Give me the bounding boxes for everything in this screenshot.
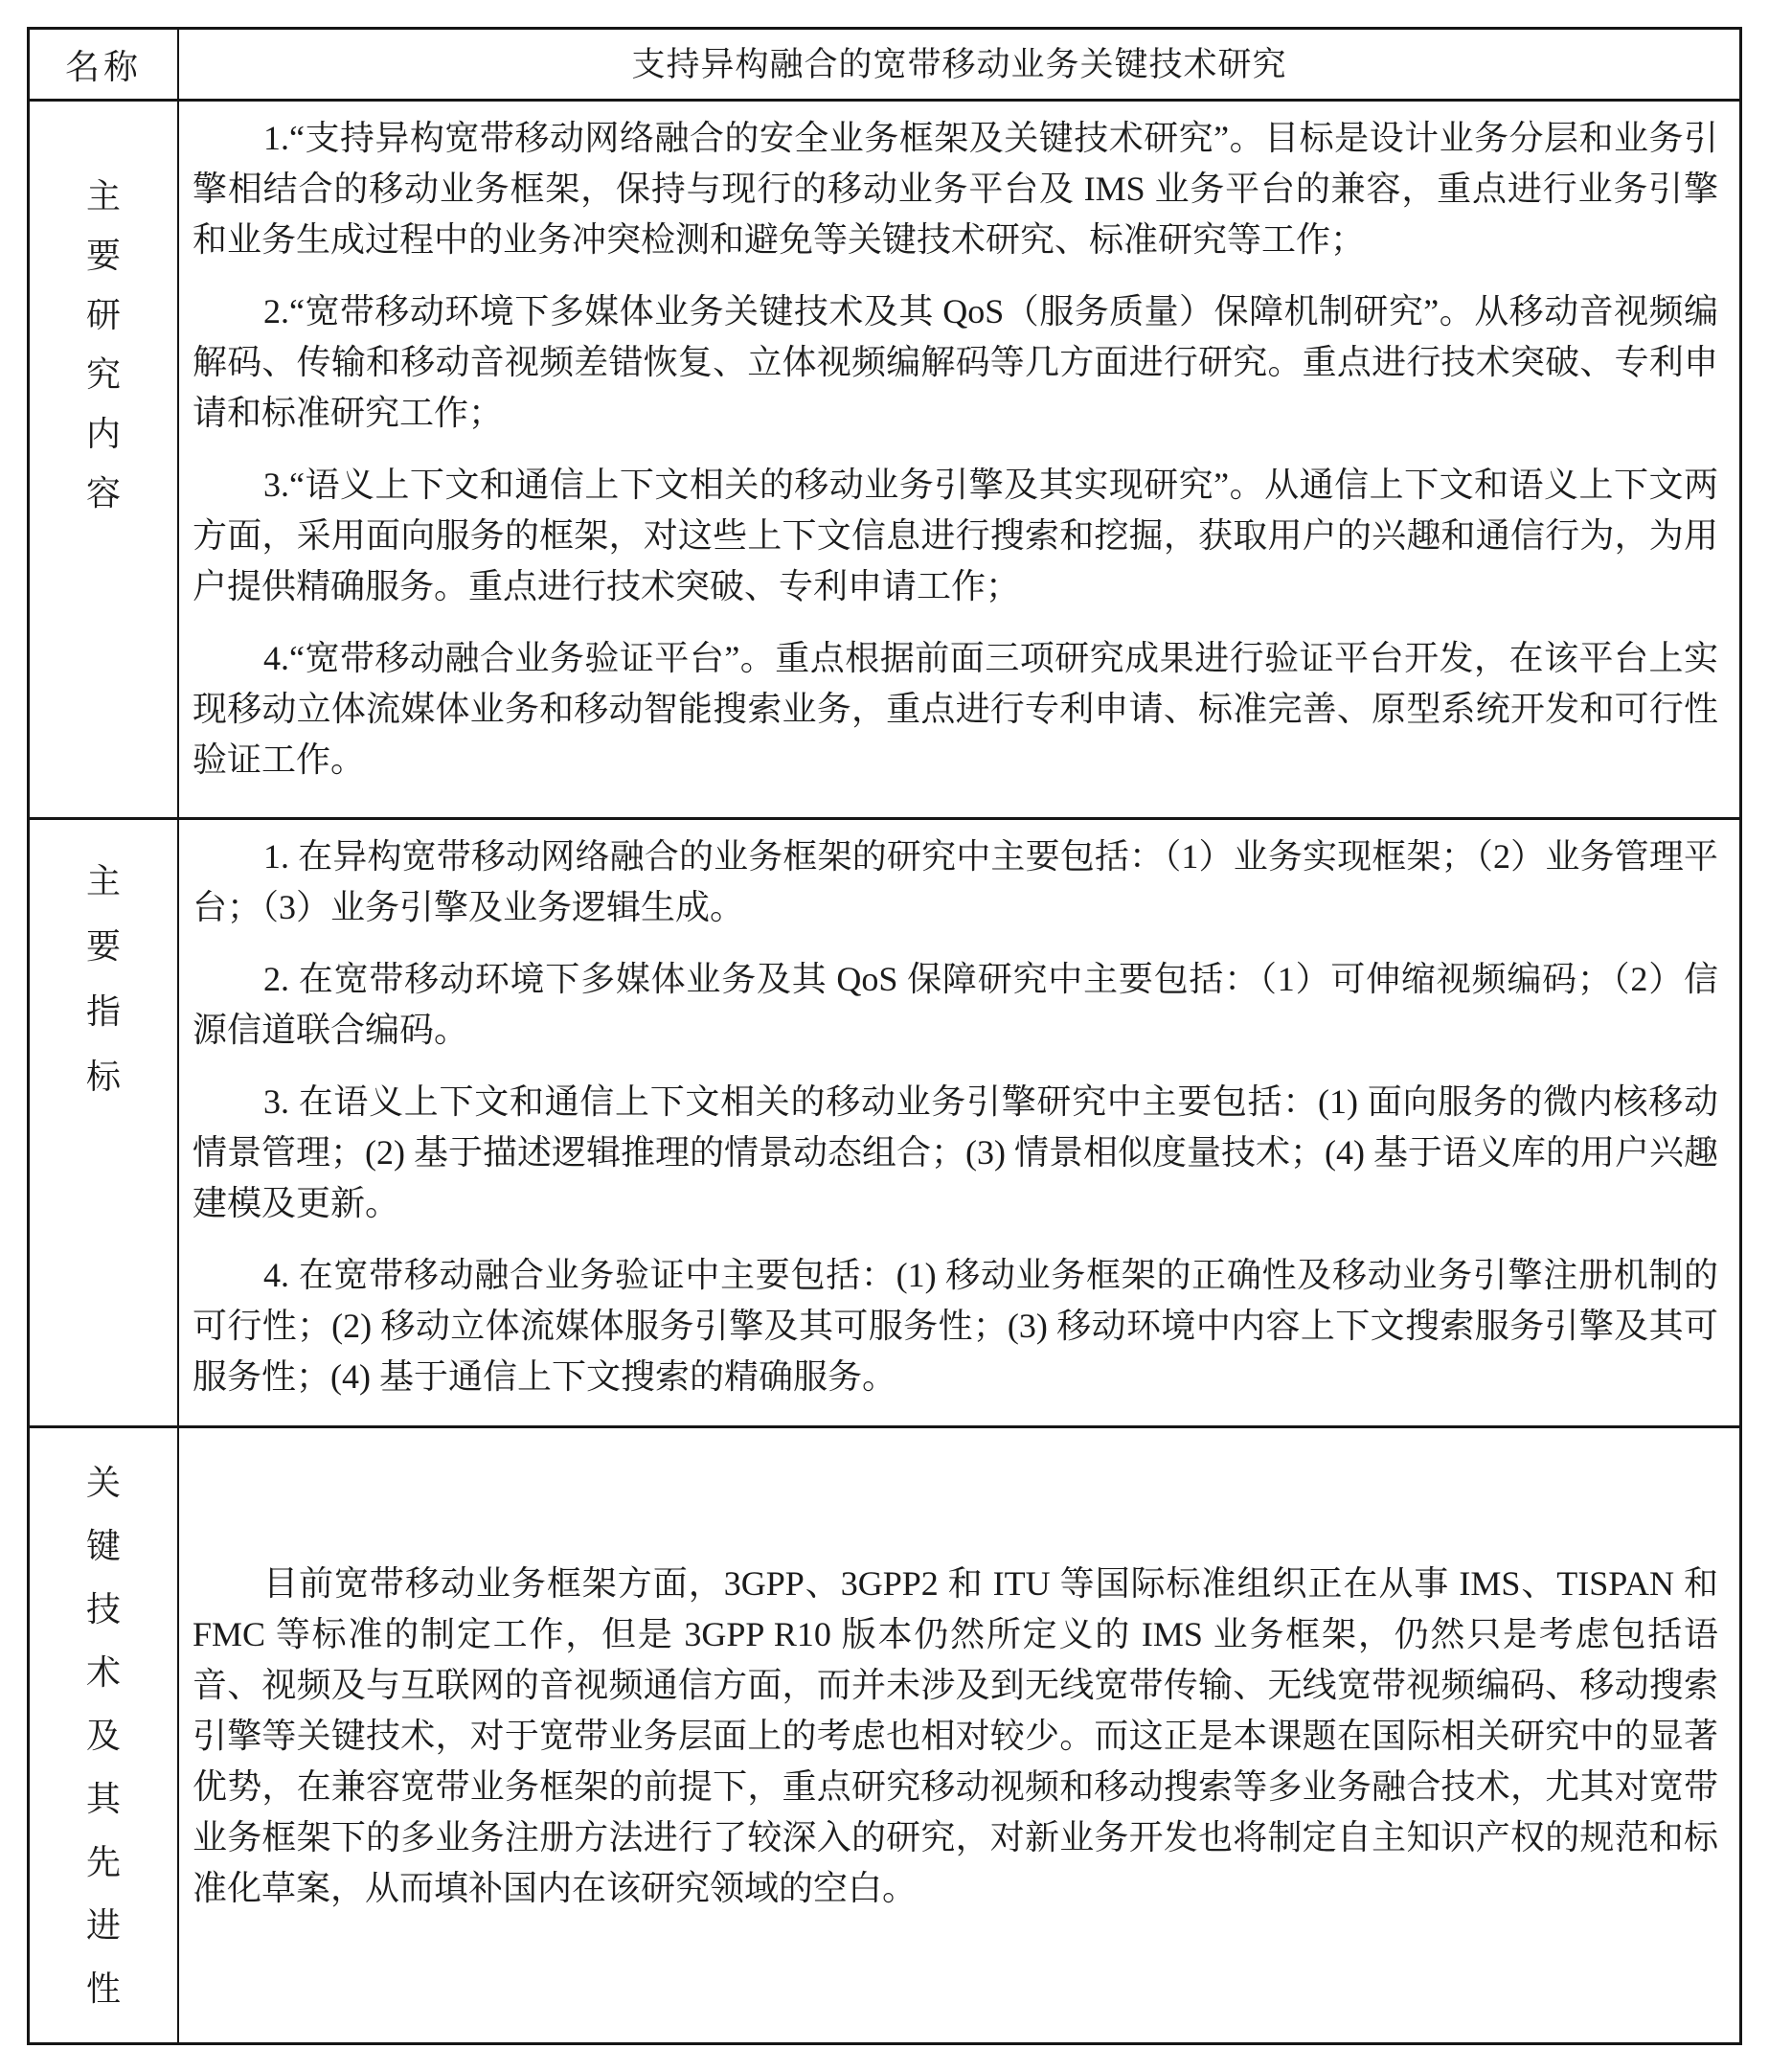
row-label-char: 指 [85,992,121,1031]
row-label-char: 关 [85,1463,121,1502]
paragraph: 3.“语义上下文和通信上下文相关的移动业务引擎及其实现研究”。从通信上下文和语义上下文两方面，采用面向服务的框架，对这些上下文信息进行搜索和挖掘，获取用户的兴趣和通信行为，为用户提供精确服务。重点进行技术突破、专利申请工作； [193,466,1718,605]
table-row-name [30,30,1739,99]
paragraph: 4. 在宽带移动融合业务验证中主要包括：(1) 移动业务框架的正确性及移动业务引擎注册机制的可行性；(2) 移动立体流媒体服务引擎及其可服务性；(3) 移动环境中内容上下文搜索服务引擎及其可服务性；(4) 基于通信上下文搜索的精确服务。 [193,1256,1718,1396]
paragraph: 1.“支持异构宽带移动网络融合的安全业务框架及关键技术研究”。目标是设计业务分层和业务引擎相结合的移动业务框架，保持与现行的移动业务平台及 IMS 业务平台的兼容，重点进行业务引擎和业务生成过程中的业务冲突检测和避免等关键技术研究、标准研究等工作； [193,119,1718,259]
project-info-table [27,27,1742,2045]
row-label-char: 内 [85,415,121,453]
row-label-char: 究 [85,355,121,394]
key-technology-cell [179,1428,1739,2042]
row-label-research-content [30,102,179,817]
paragraph: 4.“宽带移动融合业务验证平台”。重点根据前面三项研究成果进行验证平台开发，在该平台上实现移动立体流媒体业务和移动智能搜索业务，重点进行专利申请、标准完善、原型系统开发和可行性验证工作。 [193,639,1718,779]
row-label-char: 要 [85,237,121,275]
table-row-main-indicators [30,817,1739,1425]
research-content-cell [179,102,1739,817]
project-title: 支持异构融合的宽带移动业务关键技术研究 [631,45,1287,83]
row-label-char: 标 [85,1058,121,1096]
row-label-char: 进 [85,1905,121,1945]
row-label-main-indicators [30,820,179,1425]
paragraph: 目前宽带移动业务框架方面，3GPP、3GPP2 和 ITU 等国际标准组织正在从事 IMS、TISPAN 和 FMC 等标准的制定工作，但是 3GPP R10 版本仍然所定义的 IMS 业务框架，仍然只是考虑包括语音、视频及与互联网的音视频通信方面，而并未涉及到无线宽带传输、无线宽带视频编码、移动搜索引擎等关键技术，对于宽带业务层面上的考虑也相对较少。而这正是本课题在国际相关研究中的显著优势，在兼容宽带业务框架的前提下，重点研究移动视频和移动搜索等多业务融合技术，尤其对宽带业务框架下的多业务注册方法进行了较深入的研究，对新业务开发也将制定自主知识产权的规范和标准化草案，从而填补国内在该研究领域的空白。 [193,1564,1718,1907]
project-title-cell [179,30,1739,99]
paragraph: 2.“宽带移动环境下多媒体业务关键技术及其 QoS（服务质量）保障机制研究”。从移动音视频编解码、传输和移动音视频差错恢复、立体视频编解码等几方面进行研究。重点进行技术突破、专利申请和标准研究工作； [193,292,1718,432]
row-label-char: 研 [85,296,121,334]
row-label-name [30,30,179,99]
row-label-char: 先 [85,1842,121,1881]
row-label-key-technology [30,1428,179,2042]
main-indicators-cell [179,820,1739,1425]
row-label-char: 容 [85,474,121,512]
row-label-char: 其 [85,1779,121,1818]
row-label-char: 要 [85,927,121,966]
paragraph: 2. 在宽带移动环境下多媒体业务及其 QoS 保障研究中主要包括：（1）可伸缩视频编码；（2）信源信道联合编码。 [193,960,1718,1049]
row-label-char: 键 [85,1526,121,1565]
row-label-char: 术 [85,1652,121,1692]
paragraph: 1. 在异构宽带移动网络融合的业务框架的研究中主要包括：（1）业务实现框架；（2）业务管理平台；（3）业务引擎及业务逻辑生成。 [193,837,1718,926]
row-label-char: 主 [85,177,121,216]
table-row-key-technology [30,1425,1739,2042]
table-row-research-content [30,99,1739,817]
paragraph: 3. 在语义上下文和通信上下文相关的移动业务引擎研究中主要包括：(1) 面向服务的微内核移动情景管理；(2) 基于描述逻辑推理的情景动态组合；(3) 情景相似度量技术；(4) 基于语义库的用户兴趣建模及更新。 [193,1082,1718,1222]
row-label-char: 性 [85,1969,121,2008]
row-label-char: 技 [85,1589,121,1628]
row-label-char: 及 [85,1716,121,1755]
row-label-text: 名称 [64,47,142,86]
row-label-char: 主 [85,862,121,900]
